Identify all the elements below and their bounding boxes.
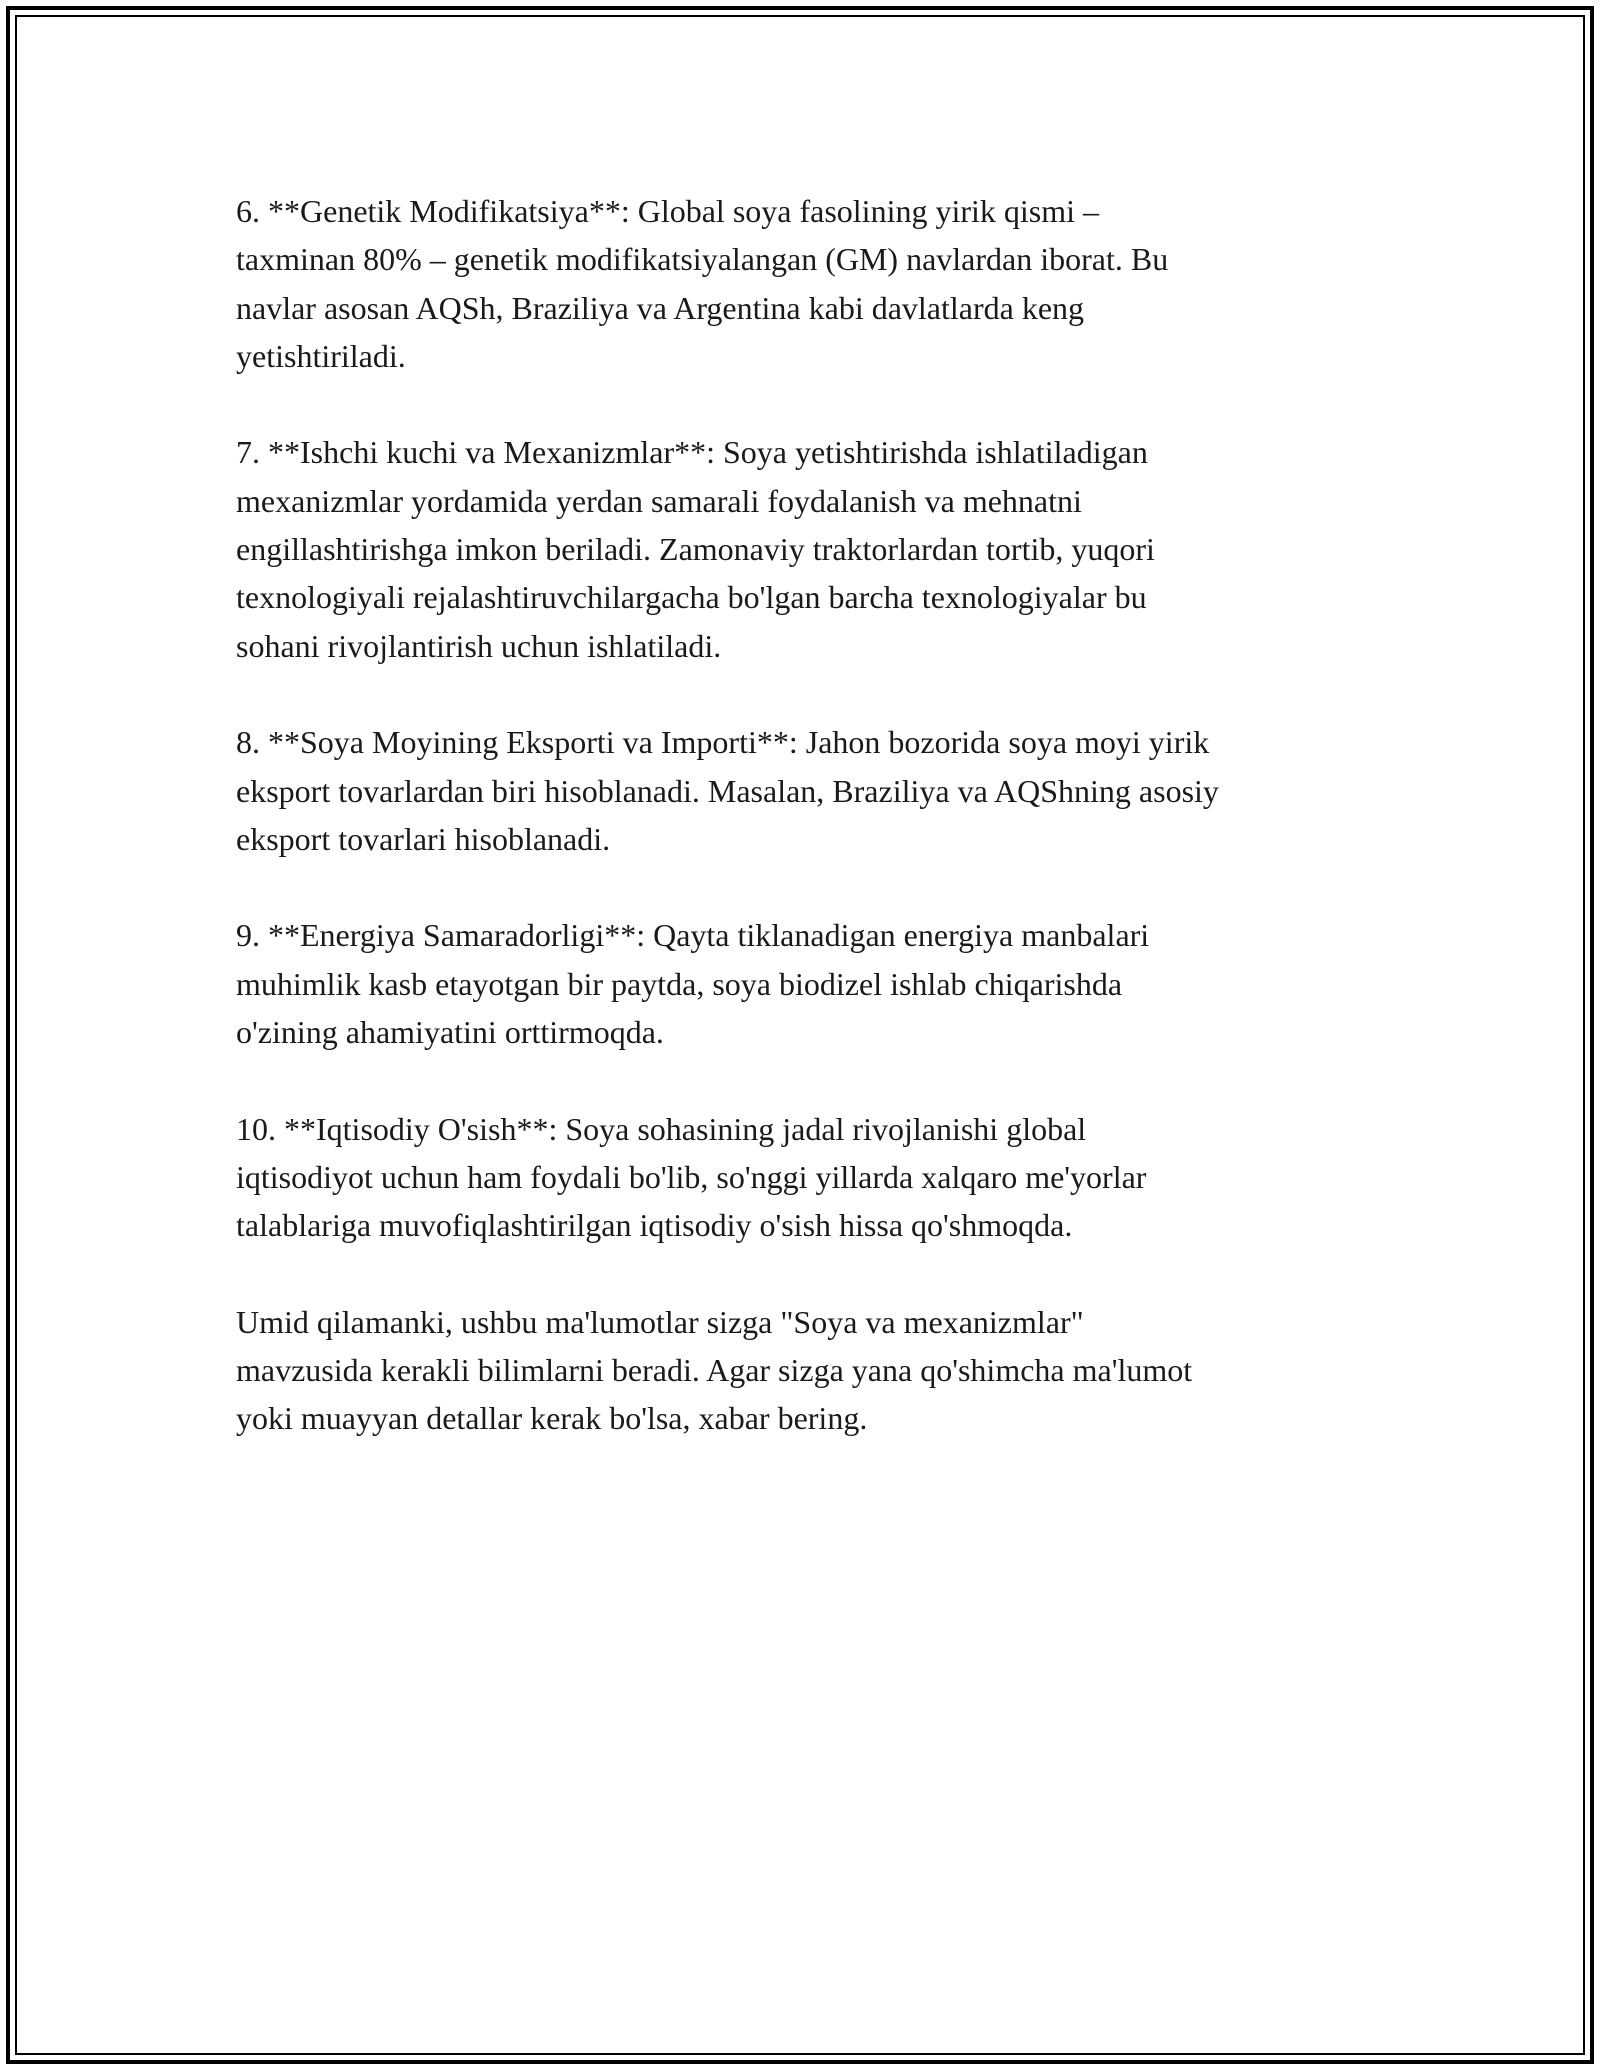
paragraph-energiya-samaradorligi: 9. **Energiya Samaradorligi**: Qayta tiklanadigan energiya manbalari muhimlik kasb etayotgan bir paytda, soya biodizel ishlab chiqarishda o'zining ahamiyatini orttirmoqda. bbox=[236, 917, 1150, 1051]
paragraph-soya-moyi-eksporti: 8. **Soya Moyining Eksporti va Importi**: Jahon bozorida soya moyi yirik eksport tovarlardan biri hisoblanadi. Masalan, Braziliya va AQShning asosiy eksport tovarlari hisoblanadi. bbox=[236, 724, 1219, 857]
paragraph-closing: Umid qilamanki, ushbu ma'lumotlar sizga "Soya va mexanizmlar" mavzusida kerakli bilimlarni beradi. Agar sizga yana qo'shimcha ma'lumot yoki muayyan detallar kerak bo'lsa, xabar bering. bbox=[236, 1303, 1193, 1437]
paragraph-ishchi-kuchi: 7. **Ishchi kuchi va Mexanizmlar**: Soya yetishtirishda ishlatiladigan mexanizmlar yordamida yerdan samarali foydalanish va mehnatni engillashtirishga imkon beriladi. Zamonaviy traktorlardan tortib, yuqori texnologiyali rejalashtiruvchilargacha bo'lgan barcha texnologiyalar bu sohani rivojlantirish uchun ishlatiladi. bbox=[236, 434, 1155, 664]
document-body bbox=[236, 187, 1396, 1443]
paragraph-iqtisodiy-osish: 10. **Iqtisodiy O'sish**: Soya sohasining jadal rivojlanishi global iqtisodiyot uchun ham foydali bo'lib, so'nggi yillarda xalqaro me'yorlar talablariga muvofiqlashtirilgan iqtisodiy o'sish hissa qo'shmoqda. bbox=[236, 1110, 1147, 1244]
paragraph-genetik-modifikatsiya: 6. **Genetik Modifikatsiya**: Global soya fasolining yirik qismi – taxminan 80% – genetik modifikatsiyalangan (GM) navlardan iborat. Bu navlar asosan AQSh, Braziliya va Argentina kabi davlatlarda keng yetishtiriladi. bbox=[236, 193, 1169, 374]
